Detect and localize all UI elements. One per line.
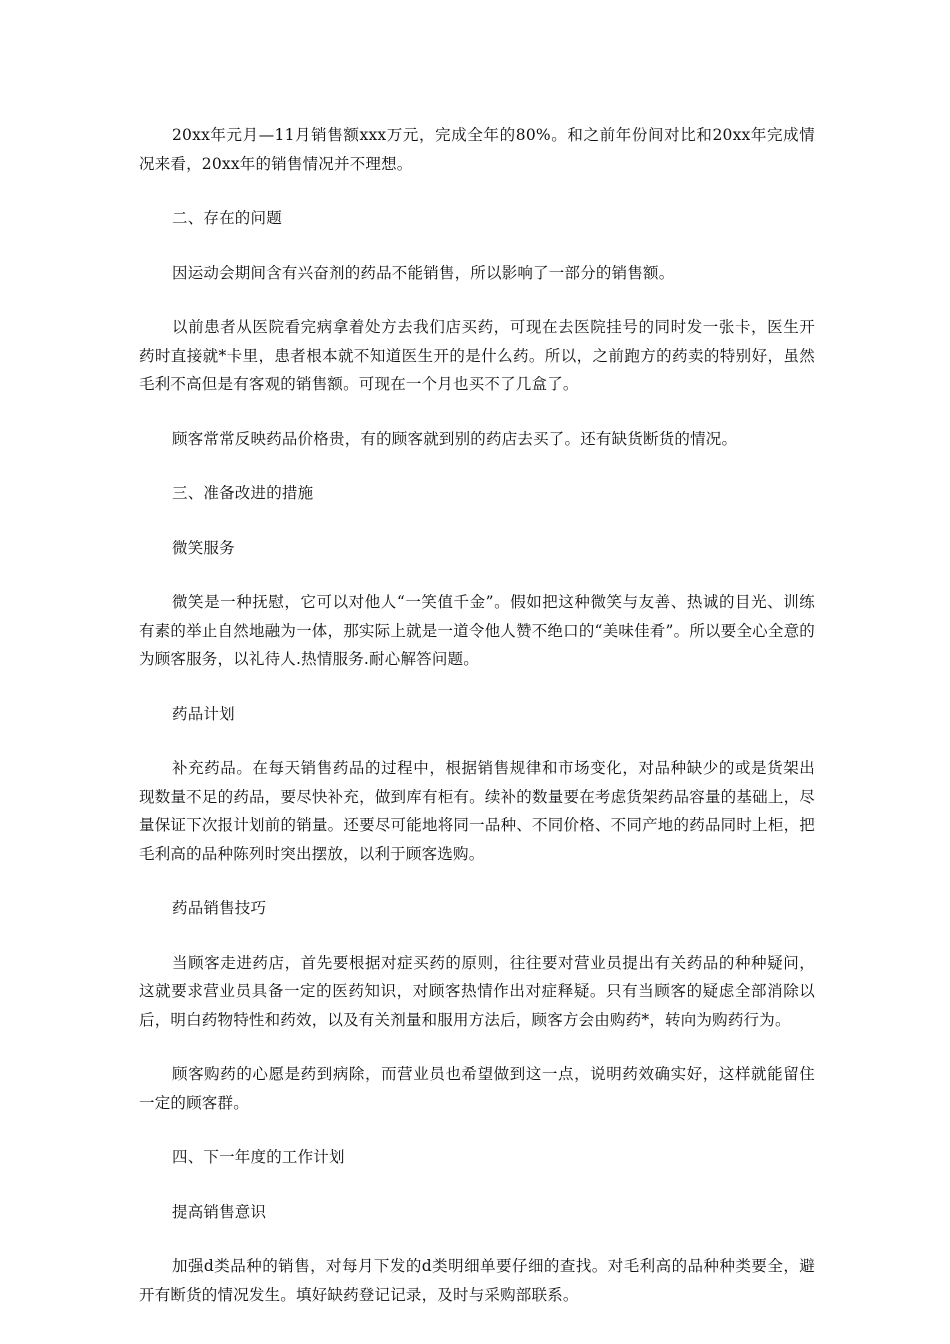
heading-improvements: 三、准备改进的措施 [172,484,314,502]
heading-next-year-plan: 四、下一年度的工作计划 [172,1148,345,1166]
paragraph-customer-wish: 顾客购药的心愿是药到病除，而营业员也希望做到这一点，说明药效确实好，这样就能留住一定的顾客群。 [139,1065,815,1112]
subheading-sales-awareness: 提高销售意识 [172,1202,267,1221]
heading-problems: 二、存在的问题 [172,209,282,227]
document-body [139,121,815,1335]
subheading-sales-skills: 药品销售技巧 [172,899,267,917]
paragraph-sales-awareness: 加强d类品种的销售，对每月下发的d类明细单要仔细的查找。对毛利高的品种种类要全，避开有断货的情况发生。填好缺药登记记录，及时与采购部联系。 [139,1257,815,1304]
paragraph-sales-skills: 当顾客走进药店，首先要根据对症买药的原则，往往要对营业员提出有关药品的种种疑问，这就要求营业员具备一定的医药知识，对顾客热情作出对症释疑。只有当顾客的疑虑全部消除以后，明白药物特性和药效，以及有关剂量和服用方法后，顾客方会由购药*，转向为购药行为。 [139,953,815,1029]
paragraph-problem-games: 因运动会期间含有兴奋剂的药品不能销售，所以影响了一部分的销售额。 [172,263,675,282]
paragraph-problem-prescriptions: 以前患者从医院看完病拿着处方去我们店买药，可现在去医院挂号的同时发一张卡，医生开药时直接就*卡里，患者根本就不知道医生开的是什么药。所以，之前跑方的药卖的特别好，虽然毛利不高但是有客观的销售额。可现在一个月也买不了几盒了。 [139,318,815,393]
subheading-drug-plan: 药品计划 [172,704,235,723]
paragraph-problem-prices: 顾客常常反映药品价格贵，有的顾客就到别的药店去买了。还有缺货断货的情况。 [172,429,738,448]
paragraph-drug-plan: 补充药品。在每天销售药品的过程中，根据销售规律和市场变化，对品种缺少的或是货架出现数量不足的药品，要尽快补充，做到库有柜有。续补的数量要在考虑货架药品容量的基础上，尽量保证下次报计划前的销量。还要尽可能地将同一品种、不同价格、不同产地的药品同时上柜，把毛利高的品种陈列时突出摆放，以利于顾客选购。 [139,759,815,863]
paragraph-sales-summary: 20xx年元月—11月销售额xxx万元，完成全年的80%。和之前年份间对比和20xx年完成情况来看，20xx年的销售情况并不理想。 [139,126,815,173]
paragraph-smile-service: 微笑是一种抚慰，它可以对他人“一笑值千金”。假如把这种微笑与友善、热诚的目光、训练有素的举止自然地融为一体，那实际上就是一道令他人赞不绝口的“美味佳肴”。所以要全心全意的为顾客服务，以礼待人.热情服务.耐心解答问题。 [139,593,815,668]
subheading-smile-service: 微笑服务 [172,538,235,557]
